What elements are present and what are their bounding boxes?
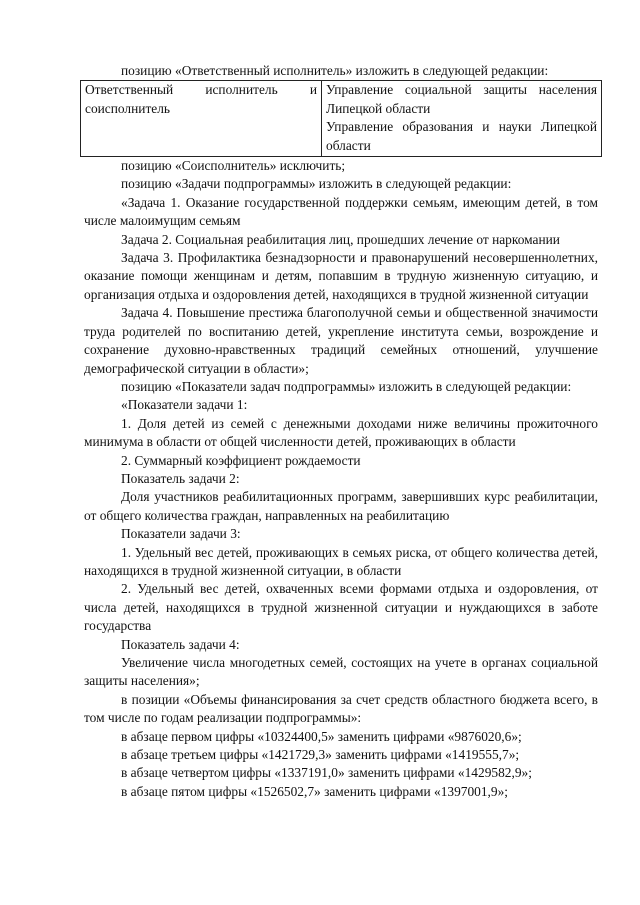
table-cell-position: Ответственный исполнитель и соисполнитель bbox=[81, 81, 322, 157]
paragraph: Задача 2. Социальная реабилитация лиц, прошедших лечение от наркомании bbox=[121, 231, 560, 247]
paragraph: Показатели задачи 3: bbox=[121, 526, 241, 542]
table-value-line: Управление социальной защиты населения Липецкой области bbox=[326, 82, 597, 116]
paragraph: Показатель задачи 4: bbox=[121, 636, 240, 652]
paragraph: «Задача 1. Оказание государственной поддержки семьям, имеющим детей, в том числе малоимущим семьям bbox=[84, 194, 598, 229]
paragraph: 2. Удельный вес детей, охваченных всеми формами отдыха и оздоровления, от числа детей, находящихся в трудной жизненной ситуации и нуждающихся в заботе государства bbox=[84, 581, 598, 634]
table-row bbox=[81, 81, 602, 157]
document-body bbox=[84, 62, 598, 801]
paragraph: Увеличение числа многодетных семей, состоящих на учете в органах социальной защиты населения»; bbox=[84, 655, 598, 689]
paragraph: в абзаце пятом цифры «1526502,7» заменить цифрами «1397001,9»; bbox=[121, 783, 509, 799]
intro-paragraph: позицию «Ответственный исполнитель» изложить в следующей редакции: bbox=[121, 63, 549, 78]
table-cell-value bbox=[322, 81, 602, 157]
paragraph: в абзаце третьем цифры «1421729,3» заменить цифрами «1419555,7»; bbox=[121, 747, 520, 763]
position-table bbox=[80, 80, 602, 157]
paragraph: в абзаце четвертом цифры «1337191,0» заменить цифрами «1429582,9»; bbox=[121, 765, 532, 781]
paragraph: Показатель задачи 2: bbox=[121, 470, 240, 486]
paragraph: Задача 3. Профилактика безнадзорности и правонарушений несовершеннолетних, оказание помощи женщинам и детям, попавшим в трудную жизненную ситуацию, и организация отдыха и оздоровления детей, находящихся в трудной жизненной ситуации bbox=[84, 250, 598, 302]
paragraph: в абзаце первом цифры «10324400,5» заменить цифрами «9876020,6»; bbox=[121, 728, 522, 744]
paragraph: позицию «Соисполнитель» исключить; bbox=[121, 158, 346, 174]
paragraph: позицию «Показатели задач подпрограммы» изложить в следующей редакции: bbox=[121, 378, 572, 394]
paragraph: 2. Суммарный коэффициент рождаемости bbox=[121, 452, 361, 468]
paragraph: «Показатели задачи 1: bbox=[121, 397, 248, 413]
paragraph: 1. Удельный вес детей, проживающих в семьях риска, от общего количества детей, находящихся в трудной жизненной ситуации, в области bbox=[84, 544, 598, 578]
paragraph: Доля участников реабилитационных программ, завершивших курс реабилитации, от общего количества граждан, направленных на реабилитацию bbox=[84, 489, 598, 523]
paragraph: в позиции «Объемы финансирования за счет средств областного бюджета всего, в том числе по годам реализации подпрограммы»: bbox=[84, 691, 598, 726]
table-value-line: Управление образования и науки Липецкой области bbox=[326, 119, 597, 153]
paragraph: 1. Доля детей из семей с денежными доходами ниже величины прожиточного минимума в области от общей численности детей, проживающих в области bbox=[84, 415, 598, 450]
paragraph: позицию «Задачи подпрограммы» изложить в следующей редакции: bbox=[121, 176, 512, 192]
paragraph: Задача 4. Повышение престижа благополучной семьи и общественной значимости труда родителей по воспитанию детей, укрепление института семьи, возрождение и сохранение духовно-нравственных традиций семейных отношений, улучшение демографической ситуации в области»; bbox=[84, 305, 598, 376]
